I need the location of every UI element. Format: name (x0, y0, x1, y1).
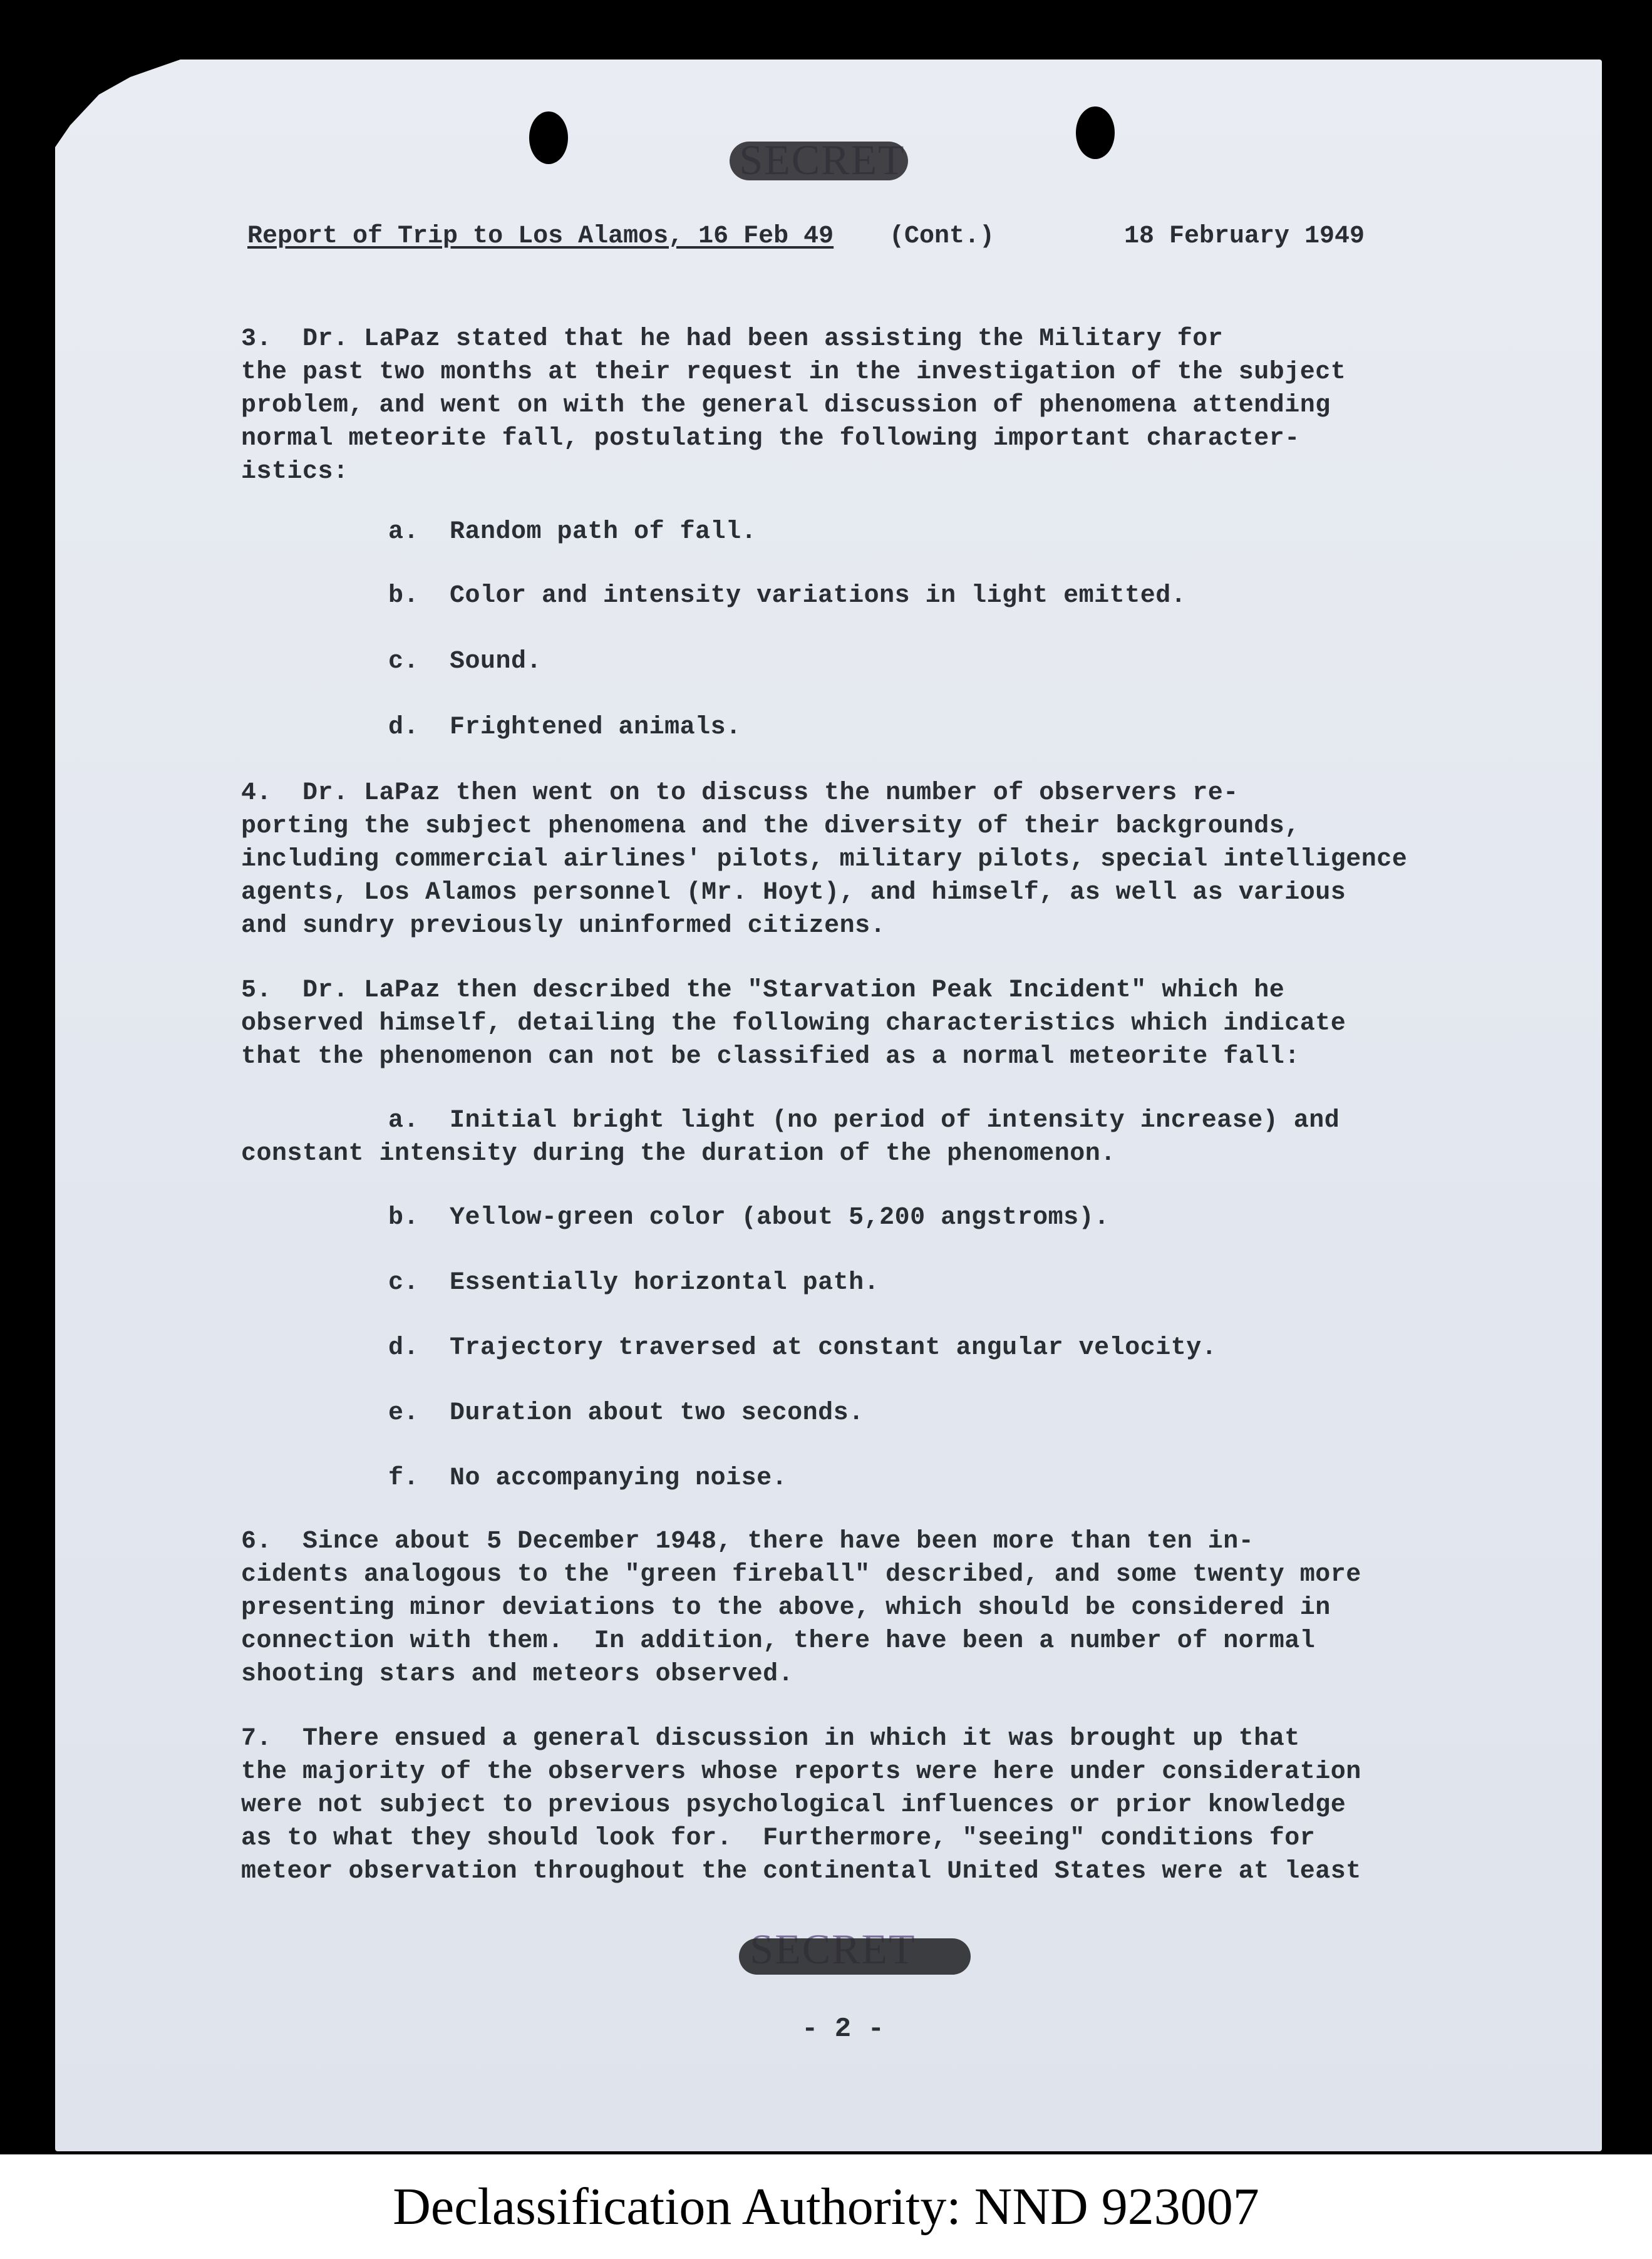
report-title: Report of Trip to Los Alamos, 16 Feb 49 (247, 222, 834, 251)
report-date: 18 February 1949 (1124, 222, 1365, 251)
list-item: a. Initial bright light (no period of intensity increase) and constant intensity during the duration of the phenomenon. (241, 1107, 1340, 1168)
redaction-bar-bottom (739, 1938, 971, 1975)
paragraph-7: 7. There ensued a general discussion in which it was brought up that the majority of the observers whose reports were here under consideration were not subject to previous psychological influences or prior knowledge as to what they should look for. Furthermore, "seeing" conditions for meteor observation throughout the continental United States were at least (241, 1725, 1361, 1886)
report-cont: (Cont.) (889, 222, 995, 251)
list-item: c. Sound. (388, 648, 542, 676)
paragraph-4: 4. Dr. LaPaz then went on to discuss the number of observers re- porting the subject phenomena and the diversity of their backgrounds, including commercial airlines' pilots, military pilots, special intelligence agents, Los Alamos personnel (Mr. Hoyt), and himself, as well as various and sundry previously uninformed citizens. (241, 779, 1408, 940)
paragraph-3: 3. Dr. LaPaz stated that he had been assisting the Military for the past two months at their request in the investigation of the subject problem, and went on with the general discussion of phenomena attending normal meteorite fall, postulating the following important character- istics: (241, 325, 1346, 486)
list-item: b. Color and intensity variations in light emitted. (388, 582, 1187, 610)
paragraph-6: 6. Since about 5 December 1948, there have been more than ten in- cidents analogous to the "green fireball" described, and some twenty more presenting minor deviations to the above, which should be considered in connection with them. In addition, there have been a number of normal shooting stars and meteors observed. (241, 1528, 1361, 1688)
list-item: a. Random path of fall. (388, 518, 757, 546)
paragraph-5: 5. Dr. LaPaz then described the "Starvation Peak Incident" which he observed himself, detailing the following characteristics which indicate that the phenomenon can not be classified as a normal meteorite fall: (241, 976, 1346, 1071)
list-item: f. No accompanying noise. (388, 1464, 788, 1492)
list-item: b. Yellow-green color (about 5,200 angstroms). (388, 1204, 1110, 1232)
page-number: - 2 - (802, 2013, 885, 2045)
punch-hole-left (529, 111, 568, 164)
torn-corner (55, 59, 180, 147)
list-item: e. Duration about two seconds. (388, 1399, 864, 1427)
list-item: d. Frightened animals. (388, 713, 741, 742)
redaction-bar-top (730, 142, 908, 180)
list-item: d. Trajectory traversed at constant angular velocity. (388, 1334, 1217, 1362)
declassification-footer: Declassification Authority: NND 923007 (0, 2154, 1652, 2259)
list-item: c. Essentially horizontal path. (388, 1269, 880, 1297)
punch-hole-right (1076, 106, 1115, 159)
